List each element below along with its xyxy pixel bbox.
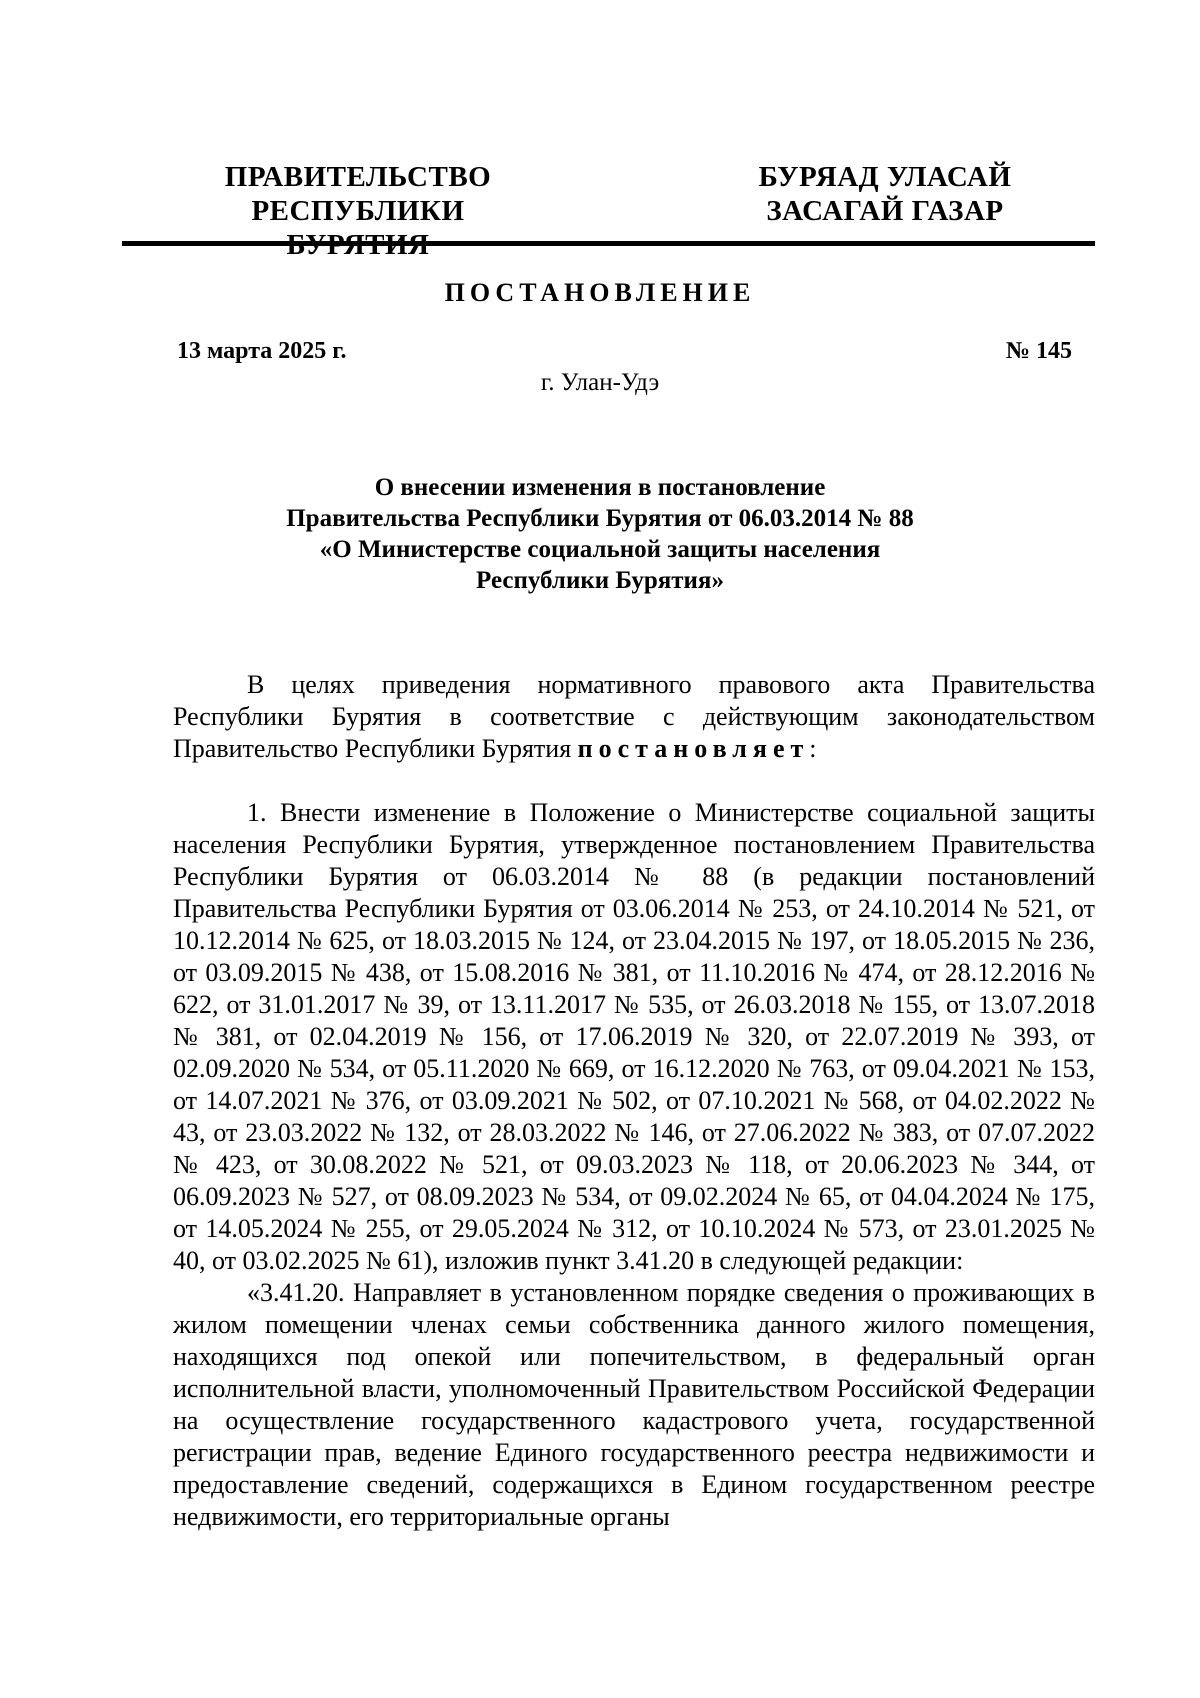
- header-left-line2: РЕСПУБЛИКИ: [251, 195, 465, 227]
- intro-end: :: [809, 734, 817, 763]
- title-line-2: Правительства Республики Бурятия от 06.03.2014 № 88: [286, 505, 914, 532]
- title-line-3: «О Министерстве социальной защиты населения: [319, 536, 881, 563]
- title-line-1: О внесении изменения в постановление: [374, 474, 826, 501]
- title-line-4: Республики Бурятия»: [476, 567, 724, 594]
- header-government-bua: [745, 160, 1025, 228]
- document-body: [173, 669, 1095, 1533]
- item-1-paragraph: 1. Внести изменение в Положение о Министерстве социальной защиты населения Республики Бурятия, утвержденное постановлением Правительства Республики Бурятия от 06.03.2014 № 88 (в редакции постановлений Правительства Республики Бурятия от 03.06.2014 № 253, от 24.10.2014 № 521, от 10.12.2014 № 625, от 18.03.2015 № 124, от 23.04.2015 № 197, от 18.05.2015 № 236, от 03.09.2015 № 438, от 15.08.2016 № 381, от 11.10.2016 № 474, от 28.12.2016 № 622, от 31.01.2017 № 39, от 13.11.2017 № 535, от 26.03.2018 № 155, от 13.07.2018 № 381, от 02.04.2019 № 156, от 17.06.2019 № 320, от 22.07.2019 № 393, от 02.09.2020 № 534, от 05.11.2020 № 669, от 16.12.2020 № 763, от 09.04.2021 № 153, от 14.07.2021 № 376, от 03.09.2021 № 502, от 07.10.2021 № 568, от 04.02.2022 № 43, от 23.03.2022 № 132, от 28.03.2022 № 146, от 27.06.2022 № 383, от 07.07.2022 № 423, от 30.08.2022 № 521, от 09.03.2023 № 118, от 20.06.2023 № 344, от 06.09.2023 № 527, от 08.09.2023 № 534, от 09.02.2024 № 65, от 04.04.2024 № 175, от 14.05.2024 № 255, от 29.05.2024 № 312, от 10.10.2024 № 573, от 23.01.2025 № 40, от 03.02.2025 № 61), изложив пункт 3.41.20 в следующей редакции:: [173, 798, 1095, 1275]
- header-right-line2: ЗАСАГАЙ ГАЗАР: [766, 195, 1004, 227]
- document-city: г. Улан-Удэ: [540, 369, 660, 396]
- intro-paragraph: [173, 669, 1095, 765]
- intro-emphasis: постановляет: [577, 734, 810, 763]
- document-type: ПОСТАНОВЛЕНИЕ: [444, 278, 756, 307]
- item-1-text-paragraph: «3.41.20. Направляет в установленном порядке сведения о проживающих в жилом помещении членах семьи собственника данного жилого помещения, находящихся под опекой или попечительством, в федеральный орган исполнительной власти, уполномоченный Правительством Российской Федерации на осуществление государственного кадастрового учета, государственной регистрации прав, ведение Единого государственного реестра недвижимости и предоставление сведений, содержащихся в Едином государственном реестре недвижимости, его территориальные органы: [173, 1278, 1095, 1531]
- document-title: [200, 472, 1000, 596]
- intro-text: В целях приведения нормативного правового акта Правительства Республики Бурятия в соответствие с действующим законодательством Правительство Республики Бурятия: [173, 670, 1095, 763]
- document-number: № 145: [1005, 338, 1072, 364]
- header-right-line1: БУРЯАД УЛАСАЙ: [758, 161, 1012, 193]
- header-divider: [122, 241, 1095, 246]
- document-date: 13 марта 2025 г.: [177, 338, 347, 364]
- header-left-line1: ПРАВИТЕЛЬСТВО: [224, 161, 492, 193]
- header-government-ru: [178, 160, 538, 262]
